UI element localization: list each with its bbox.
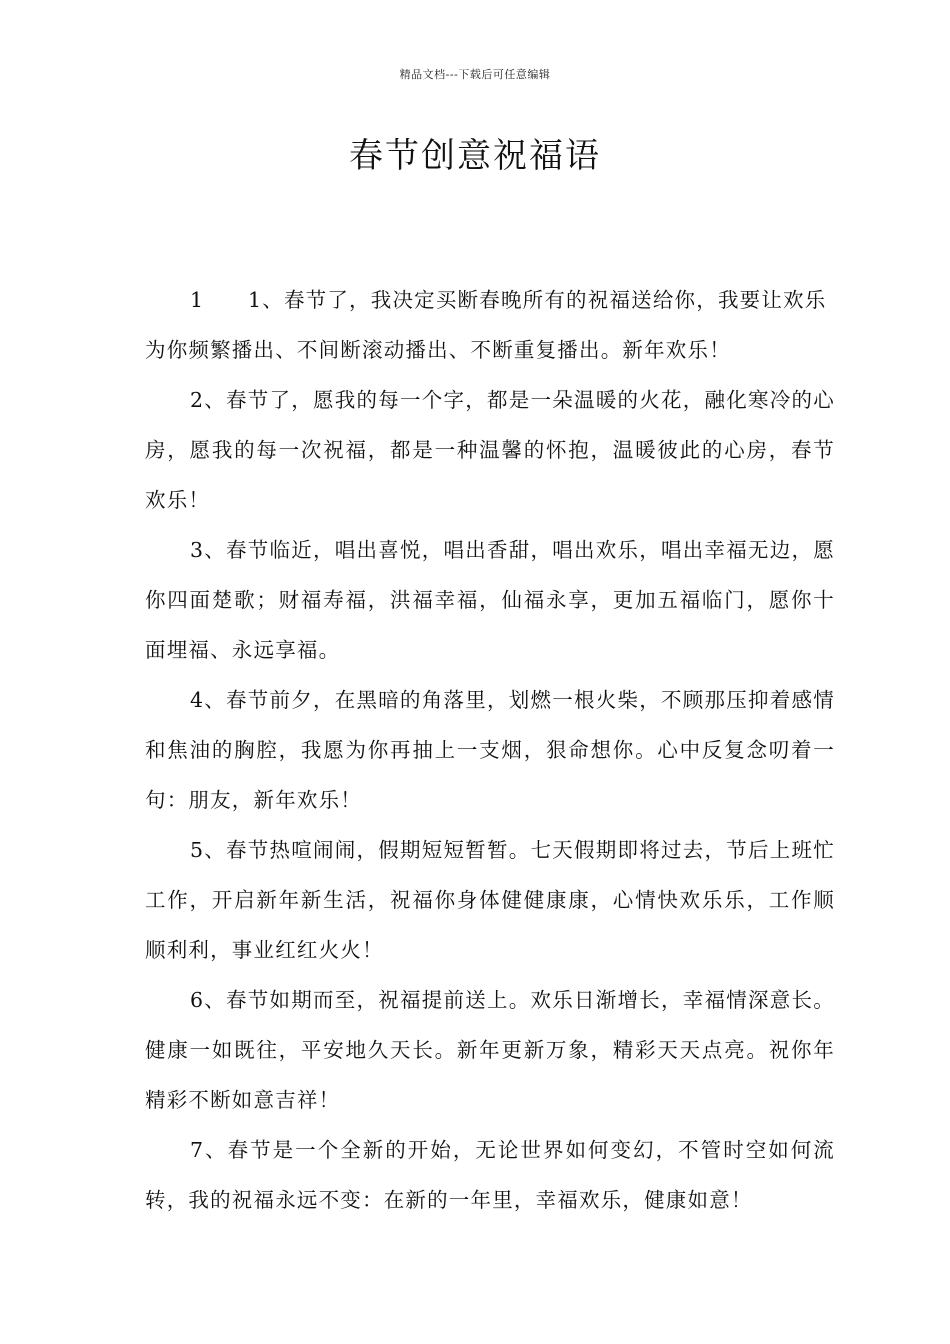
- list-marker: 1: [190, 288, 205, 312]
- paragraph-6: 6、春节如期而至，祝福提前送上。欢乐日渐增长，幸福情深意长。健康一如既往，平安地久天长。新年更新万象，精彩天天点亮。祝你年精彩不断如意吉祥！: [145, 988, 835, 1112]
- paragraph-5: 5、春节热喧闹闹，假期短短暂暂。七天假期即将过去，节后上班忙工作，开启新年新生活，祝福你身体健健康康，心情快欢乐乐，工作顺顺利利，事业红红火火！: [145, 838, 835, 962]
- paragraph-4: 4、春节前夕，在黑暗的角落里，划燃一根火柴，不顾那压抑着感情和焦油的胸腔，我愿为你再抽上一支烟，狠命想你。心中反复念叨着一句：朋友，新年欢乐！: [145, 688, 835, 812]
- paragraph-text: 1、春节了，我决定买断春晚所有的祝福送给你，我要让欢乐为你频繁播出、不间断滚动播出、不断重复播出。新年欢乐！: [145, 288, 827, 362]
- document-title: 春节创意祝福语: [349, 136, 601, 176]
- paragraph-3: 3、春节临近，唱出喜悦，唱出香甜，唱出欢乐，唱出幸福无边，愿你四面楚歌；财福寿福，洪福幸福，仙福永享，更加五福临门，愿你十面埋福、永远享福。: [145, 538, 835, 662]
- paragraph-7: 7、春节是一个全新的开始，无论世界如何变幻，不管时空如何流转，我的祝福永远不变：在新的一年里，幸福欢乐，健康如意！: [145, 1138, 835, 1212]
- document-body: [145, 275, 835, 1225]
- paragraph-2: 2、春节了，愿我的每一个字，都是一朵温暖的火花，融化寒冷的心房，愿我的每一次祝福，都是一种温馨的怀抱，温暖彼此的心房，春节欢乐！: [145, 388, 835, 512]
- paragraph-1: [145, 275, 835, 375]
- header-note: 精品文档---下载后可任意编辑: [399, 68, 551, 81]
